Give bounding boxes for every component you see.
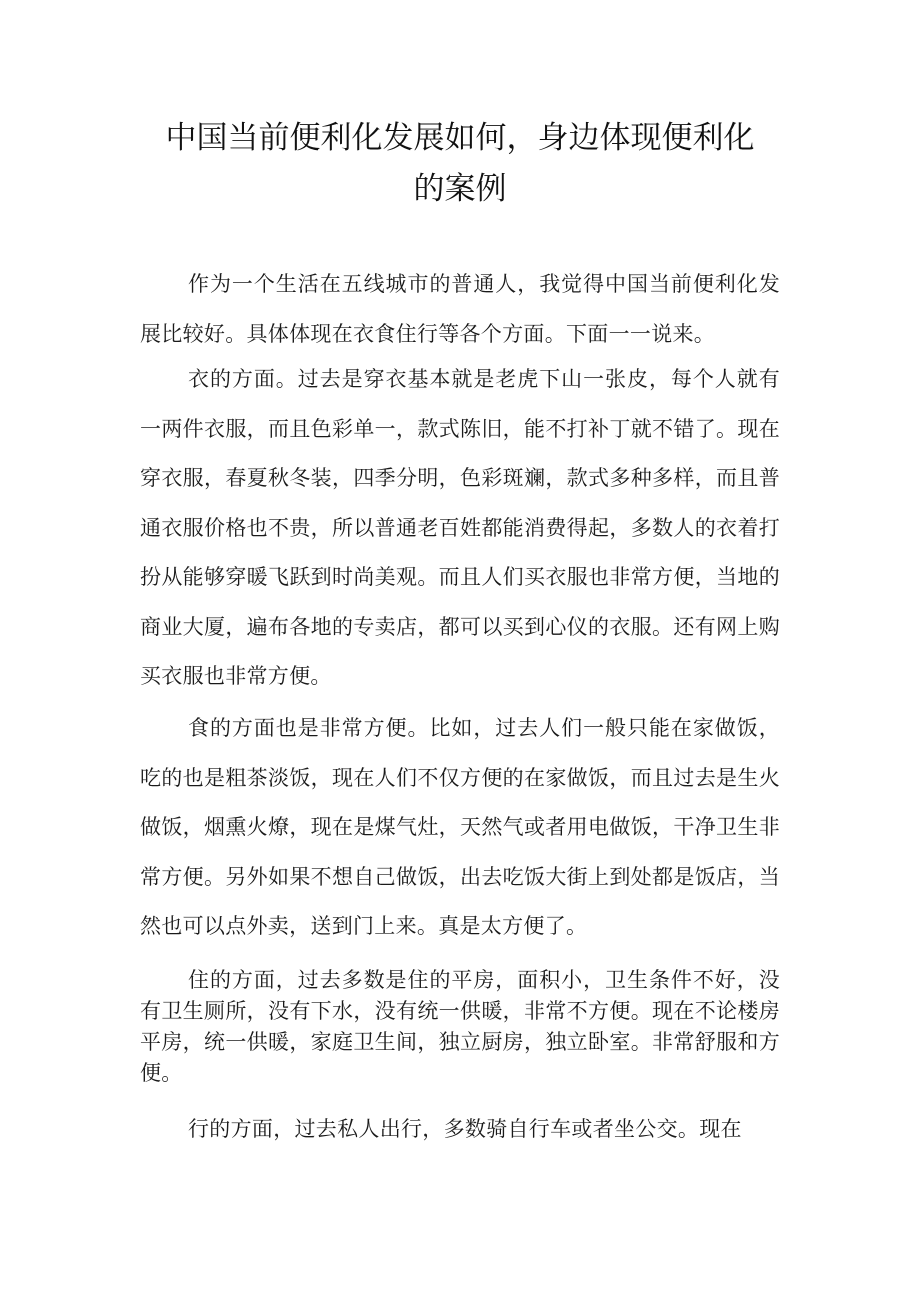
paragraph-transport: 行的方面，过去私人出行，多数骑自行车或者坐公交。现在 — [188, 1117, 742, 1141]
paragraph-intro: 作为一个生活在五线城市的普通人，我觉得中国当前便利化发展比较好。具体体现在衣食住行等各个方面。下面一一说来。 — [140, 272, 780, 346]
paragraph-housing: 住的方面，过去多数是住的平房，面积小，卫生条件不好，没有卫生厕所，没有下水，没有统一供暖，非常不方便。现在不论楼房平房，统一供暖，家庭卫生间，独立厨房，独立卧室。非常舒服和方便。 — [140, 968, 780, 1085]
document-title-line-2: 的案例 — [413, 171, 507, 207]
document-title-line-1: 中国当前便利化发展如何，身边体现便利化 — [165, 120, 755, 156]
paragraph-clothing: 衣的方面。过去是穿衣基本就是老虎下山一张皮，每个人就有一两件衣服，而且色彩单一，款式陈旧，能不打补丁就不错了。现在穿衣服，春夏秋冬装，四季分明，色彩斑斓，款式多种多样，而且普通衣服价格也不贵，所以普通老百姓都能消费得起，多数人的衣着打扮从能够穿暖飞跃到时尚美观。而且人们买衣服也非常方便，当地的商业大厦，遍布各地的专卖店，都可以买到心仪的衣服。还有网上购买衣服也非常方便。 — [140, 367, 780, 688]
paragraph-food: 食的方面也是非常方便。比如，过去人们一般只能在家做饭，吃的也是粗茶淡饭，现在人们不仅方便的在家做饭，而且过去是生火做饭，烟熏火燎，现在是煤气灶，天然气或者用电做饭，干净卫生非常方便。另外如果不想自己做饭，出去吃饭大街上到处都是饭店，当然也可以点外卖，送到门上来。真是太方便了。 — [140, 716, 780, 938]
